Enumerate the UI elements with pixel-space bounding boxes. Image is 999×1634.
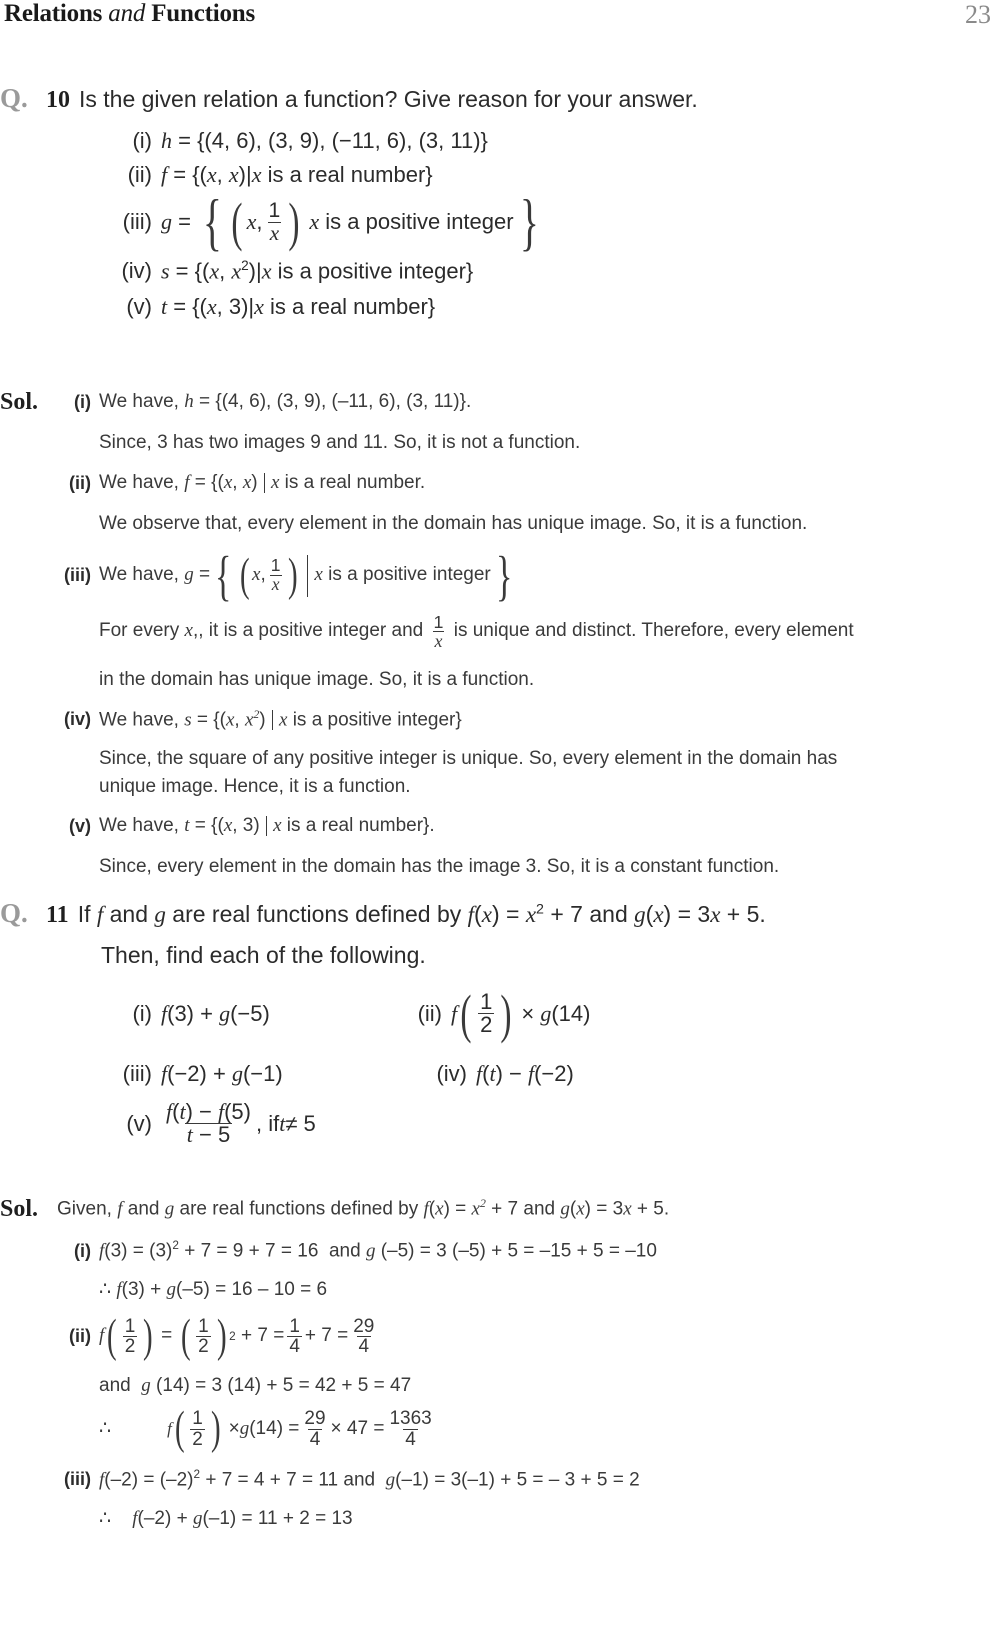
item-body-v: t = {(x, 3)|x is a real number} xyxy=(161,294,436,320)
item-label-iii: (iii) xyxy=(122,1060,152,1086)
sol10-iii-line3 xyxy=(0,668,999,693)
page-number: 23 xyxy=(965,0,991,29)
sol10-iv-text2: Since, the square of any positive integer is unique. So, every element in the domain has xyxy=(99,747,838,769)
sol10-v-text2: Since, every element in the domain has the image 3. So, it is a constant function. xyxy=(99,855,780,877)
item-label-ii: (ii) xyxy=(417,1000,442,1026)
sol10-iv-line1 xyxy=(0,707,999,733)
sol-label-iii: (iii) xyxy=(64,1469,91,1490)
item-body-v: $\frac{f(t) - f(5)}{t - 5}$ , if t ≠ 5 xyxy=(166,1098,316,1148)
question-11-item-v xyxy=(0,1098,999,1148)
sol11-ii-text1: f ( $\frac{1}{2}$ ) = ( $\frac{1}{2}$ ) 2 + 7 = $\frac{1}{4}$ + 7 = $\frac{29}{4}$ xyxy=(99,1310,375,1362)
item-body-i: h = {(4, 6), (3, 9), (−11, 6), (3, 11)} xyxy=(161,128,488,153)
sol10-i-text1: We have, h = {(4, 6), (3, 9), (–11, 6), (3, 11)}. xyxy=(99,391,472,412)
question-marker: Q. xyxy=(0,83,28,113)
sol-label-ii: (ii) xyxy=(69,473,91,494)
question-11-prompt-line2: Then, find each of the following. xyxy=(101,941,426,968)
sol10-iii-text1: We have, g = { ( x , $\frac{1}{x}$ ) x is a positive integer } xyxy=(99,544,513,606)
item-body-iii: g = { ( x, $\frac{1}{x}$ ) x is a positive integer } xyxy=(161,186,539,258)
item-body-iv: s = {(x, $x^2)|x$ is a positive integer} xyxy=(161,258,474,284)
sol10-iii-text2: For every x , , it is a positive integer and $\frac{1}{x}$ is unique and distinct. Therefore, every element xyxy=(99,611,854,651)
sol11-ii-line3 xyxy=(0,1403,999,1455)
sol10-ii-text2: We observe that, every element in the domain has unique image. So, it is a function. xyxy=(99,513,808,535)
item-label-i: (i) xyxy=(132,128,152,153)
sol11-given xyxy=(0,1196,999,1222)
question-11-solution xyxy=(0,1196,999,1532)
chapter-title-and: and xyxy=(108,0,146,27)
chapter-title-part2: Functions xyxy=(151,0,256,27)
solution-marker: Sol. xyxy=(0,389,39,416)
sol11-ii-text3: ∴ f ( $\frac{1}{2}$ ) × g (14) = $\frac{29}{4}$ × 47 = $\frac{1363}{4}$ xyxy=(99,1403,432,1455)
question-11-row-2 xyxy=(0,1061,999,1087)
question-11-heading xyxy=(0,900,999,930)
question-number: 11 xyxy=(46,902,69,928)
sol-label-ii: (ii) xyxy=(69,1326,91,1347)
sol11-iii-line2 xyxy=(0,1507,999,1532)
item-label-iii: (iii) xyxy=(122,209,152,235)
sol11-i-line2 xyxy=(0,1278,999,1303)
question-10-solution xyxy=(0,390,999,879)
sol10-iii-line2 xyxy=(0,613,999,650)
question-11-row-1 xyxy=(0,983,999,1044)
item-label-ii: (ii) xyxy=(127,162,152,187)
sol10-v-line2 xyxy=(0,855,999,880)
item-label-i: (i) xyxy=(132,1000,152,1026)
item-body-iii: f(−2) + g(−1) xyxy=(161,1060,283,1086)
sol10-iv-text1: We have, s = {(x, $x^2$) x is a positive integer} xyxy=(99,707,462,730)
sol11-iii-text2: ∴ f(–2) + g(–1) = 11 + 2 = 13 xyxy=(99,1507,353,1529)
sol10-ii-text1: We have, f = {(x, x) x is a real number. xyxy=(99,472,426,494)
item-body-ii: f ( $\frac{1}{2}$ ) × g (14) xyxy=(451,983,591,1044)
sol10-iv-text3: unique image. Hence, it is a function. xyxy=(99,776,411,798)
question-10-block xyxy=(0,85,999,320)
sol11-iii-line1 xyxy=(0,1467,999,1493)
sol10-i-line2 xyxy=(0,431,999,456)
sol10-iii-text3: in the domain has unique image. So, it is a function. xyxy=(99,668,535,690)
sol10-iii-text2b: , it is a positive integer and xyxy=(198,619,424,641)
chapter-title-part1: Relations xyxy=(4,0,103,27)
sol10-iv-line2 xyxy=(0,747,999,772)
sol10-iii-text2a: For every xyxy=(99,619,180,641)
item-body-i: f(3) + g(−5) xyxy=(161,1000,270,1026)
sol11-ii-text2: and g (14) = 3 (14) + 5 = 42 + 5 = 47 xyxy=(99,1375,412,1397)
question-10-item-ii xyxy=(0,162,999,188)
sol-label-iii: (iii) xyxy=(64,565,91,586)
question-10-item-v xyxy=(0,294,999,320)
question-11-item-ii xyxy=(390,983,591,1044)
sol-label-i: (i) xyxy=(74,1240,91,1261)
sol10-iii-line1 xyxy=(0,544,999,606)
question-10-item-iii xyxy=(0,186,999,258)
question-10-heading xyxy=(0,85,999,114)
sol11-i-text1: $f(3) = (3)^2 + 7 = 9 + 7 = 16$ and g (–5) = 3 (–5) + 5 = –15 + 5 = –10 xyxy=(99,1239,657,1262)
item-body-ii: f = {(x, x)|x is a real number} xyxy=(161,162,433,187)
question-11-block xyxy=(0,900,999,1147)
sol11-i-text2: ∴ f(3) + g(–5) = 16 – 10 = 6 xyxy=(99,1279,328,1301)
sol10-ii-line2 xyxy=(0,512,999,537)
sol10-ii-line1 xyxy=(0,471,999,496)
question-10-prompt: Is the given relation a function? Give reason for your answer. xyxy=(79,86,698,112)
sol11-iii-text1: $f(-2) = (-2)^2 + 7 = 4 + 7 = 11$ and g(–1) = 3(–1) + 5 = – 3 + 5 = 2 xyxy=(99,1467,640,1491)
item-label-iv: (iv) xyxy=(436,1060,467,1086)
chapter-title xyxy=(4,0,255,28)
question-11-prompt-line1: If f and g are real functions defined by $f(x) = x^2 + 7$ and g(x) = 3x + 5. xyxy=(77,901,766,927)
solution-marker: Sol. xyxy=(0,1196,39,1222)
question-10-item-i xyxy=(0,128,999,154)
sol11-ii-line2 xyxy=(0,1374,999,1399)
item-label-v: (v) xyxy=(126,1110,152,1136)
sol10-v-text1: We have, t = {(x, 3) x is a real number}. xyxy=(99,815,435,837)
sol-label-iv: (iv) xyxy=(64,709,91,730)
item-label-v: (v) xyxy=(126,294,152,320)
running-head xyxy=(0,0,999,38)
sol11-ii-line1 xyxy=(0,1310,999,1362)
question-11-item-iii xyxy=(0,1061,410,1087)
sol10-i-text2: Since, 3 has two images 9 and 11. So, it is not a function. xyxy=(99,431,581,453)
sol-label-i: (i) xyxy=(74,391,91,412)
item-body-iv: f(t) − f(−2) xyxy=(476,1060,574,1086)
sol10-iii-text2c: is unique and distinct. Therefore, every element xyxy=(453,619,854,641)
sol-label-v: (v) xyxy=(69,815,91,836)
sol11-given-text: Given, f and g are real functions defined by $f(x) = x^2 + 7$ and g(x) = 3x + 5. xyxy=(57,1197,670,1220)
question-11-item-iv xyxy=(410,1061,574,1087)
question-11-item-i xyxy=(0,991,390,1037)
sol10-v-line1 xyxy=(0,814,999,839)
sol10-i-line1 xyxy=(0,390,999,415)
sol10-iv-line3 xyxy=(0,775,999,800)
question-10-item-iv xyxy=(0,258,999,284)
question-marker: Q. xyxy=(0,898,28,928)
sol11-i-line1 xyxy=(0,1238,999,1264)
question-number: 10 xyxy=(46,87,70,113)
item-label-iv: (iv) xyxy=(121,258,152,284)
